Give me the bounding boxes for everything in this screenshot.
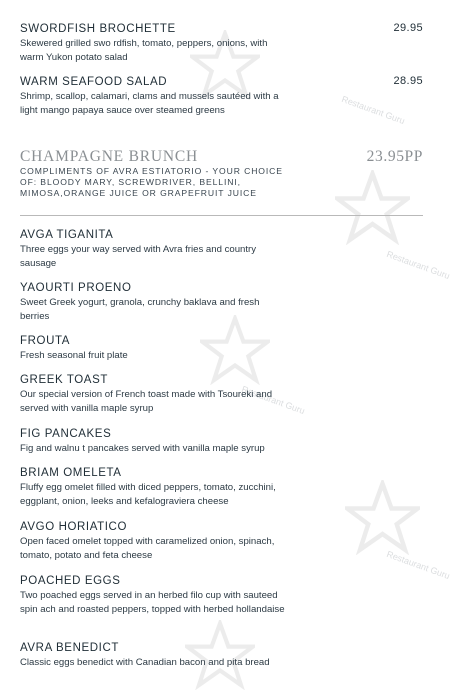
watermark-text: Restaurant Guru bbox=[385, 248, 452, 282]
item-name: GREEK TOAST bbox=[20, 374, 108, 386]
item-description: Our special version of French toast made with Tsoureki and served with vanilla maple syrup bbox=[20, 389, 273, 414]
item-description: Sweet Greek yogurt, granola, crunchy baklava and fresh berries bbox=[20, 297, 260, 322]
item-name: AVRA BENEDICT bbox=[20, 642, 119, 654]
menu-item-avgo-horiatico bbox=[20, 520, 423, 562]
watermark-text: Restaurant Guru bbox=[385, 548, 452, 582]
item-description: Fig and walnu t pancakes served with vanilla maple syrup bbox=[20, 443, 265, 454]
item-description: Skewered grilled swo rdfish, tomato, peppers, onions, with warm Yukon potato salad bbox=[20, 38, 268, 63]
section-note: COMPLIMENTS OF AVRA ESTIATORIO - YOUR CHOICE OF: BLOODY MARY, SCREWDRIVER, BELLINI, MIMOSA,ORANGE JUICE OR GRAPEFRUIT JUICE bbox=[20, 166, 283, 198]
menu-item-yaourti-proeno bbox=[20, 281, 423, 323]
item-price: 29.95 bbox=[393, 22, 423, 34]
menu-item-poached-eggs bbox=[20, 574, 423, 616]
item-name: SWORDFISH BROCHETTE bbox=[20, 23, 176, 35]
section-title: CHAMPAGNE BRUNCH bbox=[20, 148, 199, 165]
item-description: Fluffy egg omelet filled with diced peppers, tomato, zucchini, eggplant, onion, leeks and kefalograviera cheese bbox=[20, 482, 276, 507]
item-description: Shrimp, scallop, calamari, clams and mussels sautéed with a light mango papaya sauce over steamed greens bbox=[20, 91, 279, 116]
menu-item-avga-tiganita bbox=[20, 228, 423, 270]
item-description: Open faced omelet topped with caramelized onion, spinach, tomato, potato and feta cheese bbox=[20, 536, 275, 561]
menu-item-greek-toast bbox=[20, 373, 423, 415]
item-name: FROUTA bbox=[20, 335, 71, 347]
item-description: Classic eggs benedict with Canadian bacon and pita bread bbox=[20, 657, 270, 668]
item-description: Two poached eggs served in an herbed filo cup with sauteed spin ach and roasted peppers, topped with herbed hollandaise bbox=[20, 590, 285, 615]
item-description: Three eggs your way served with Avra fries and country sausage bbox=[20, 244, 257, 269]
item-name: AVGO HORIATICO bbox=[20, 521, 128, 533]
section-price: 23.95PP bbox=[366, 148, 423, 165]
watermark-text: Restaurant Guru bbox=[340, 93, 407, 127]
item-price: 28.95 bbox=[393, 75, 423, 87]
menu-item-fig-pancakes bbox=[20, 427, 423, 456]
menu-item-frouta bbox=[20, 334, 423, 363]
item-name: WARM SEAFOOD SALAD bbox=[20, 76, 168, 88]
item-name: BRIAM OMELETA bbox=[20, 467, 122, 479]
item-name: POACHED EGGS bbox=[20, 575, 121, 587]
menu-item-briam-omeleta bbox=[20, 466, 423, 508]
section-divider bbox=[20, 215, 423, 216]
item-name: YAOURTI PROENO bbox=[20, 282, 132, 294]
menu-item-warm-seafood-salad bbox=[20, 75, 423, 117]
menu-item-swordfish-brochette bbox=[20, 22, 423, 64]
item-name: FIG PANCAKES bbox=[20, 428, 112, 440]
menu-item-avra-benedict bbox=[20, 641, 423, 670]
item-name: AVGA TIGANITA bbox=[20, 229, 114, 241]
item-description: Fresh seasonal fruit plate bbox=[20, 350, 128, 361]
watermark-text: Restaurant Guru bbox=[240, 383, 307, 417]
